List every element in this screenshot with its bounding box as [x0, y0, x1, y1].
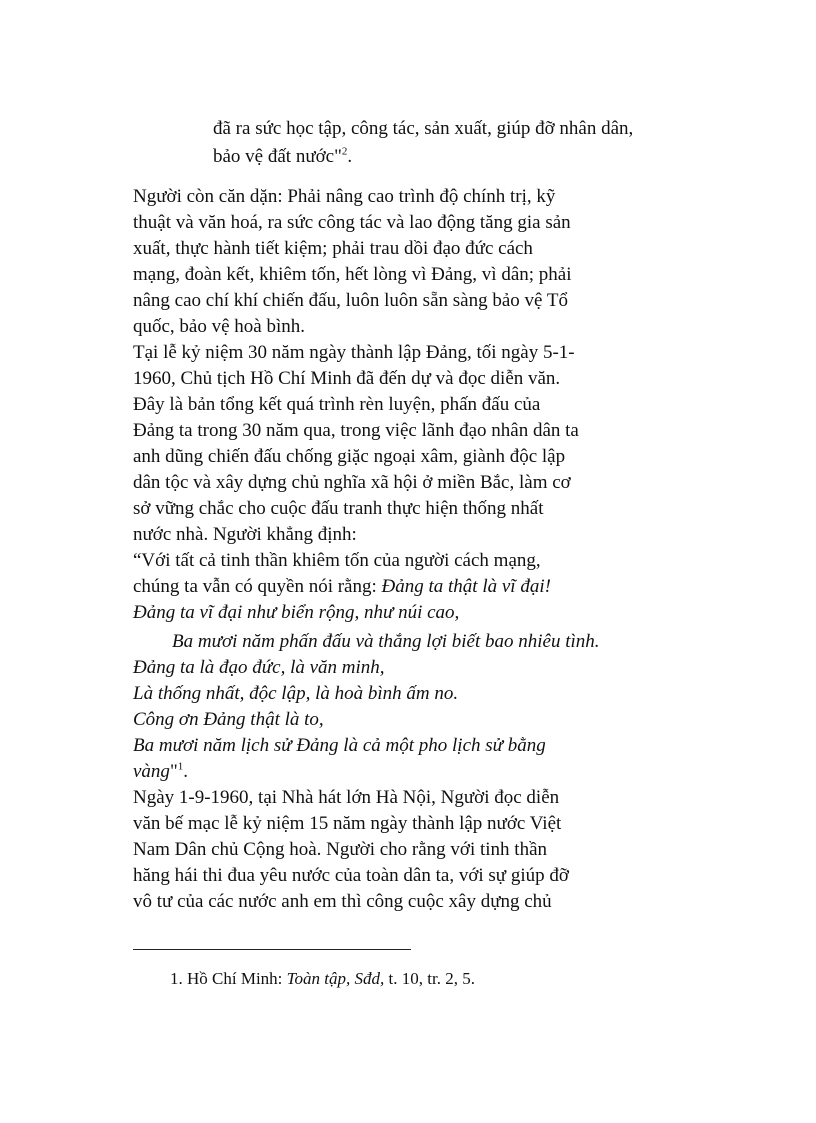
paragraph-line: thuật và văn hoá, ra sức công tác và lao động tăng gia sản	[133, 212, 571, 233]
quote-top-line: đã ra sức học tập, công tác, sản xuất, giúp đỡ nhân dân,	[213, 118, 634, 139]
paragraph-line: Nam Dân chủ Cộng hoà. Người cho rằng với tinh thần	[133, 839, 548, 860]
footnote-suffix: t. 10, tr. 2, 5.	[384, 969, 475, 988]
footnote-divider	[133, 949, 411, 950]
paragraph-line: hăng hái thi đua yêu nước của toàn dân ta, với sự giúp đỡ	[133, 865, 569, 886]
verse-line: Đảng ta vĩ đại như biển rộng, như núi cao,	[133, 602, 460, 623]
quote-line	[133, 575, 551, 599]
verse-text: vàng	[133, 761, 170, 782]
paragraph-line: anh dũng chiến đấu chống giặc ngoại xâm, giành độc lập	[133, 446, 566, 467]
quote-top-line	[213, 145, 352, 169]
paragraph-line: mạng, đoàn kết, khiêm tốn, hết lòng vì Đảng, vì dân; phải	[133, 264, 572, 285]
quote-line: “Với tất cả tinh thần khiêm tốn của người cách mạng,	[133, 550, 541, 571]
footnote	[170, 968, 475, 990]
verse-line: Ba mươi năm lịch sử Đảng là cả một pho lịch sử bằng	[133, 735, 546, 756]
paragraph-line: 1960, Chủ tịch Hồ Chí Minh đã đến dự và đọc diễn văn.	[133, 368, 561, 389]
verse-line: Ba mươi năm phấn đấu và thắng lợi biết bao nhiêu tình.	[172, 631, 600, 652]
quote-close: "	[169, 761, 178, 782]
punctuation: .	[347, 146, 353, 167]
footnote-ref: 2	[341, 145, 348, 158]
verse-line	[133, 760, 188, 784]
footnote-title: Toàn tập, Sđd,	[286, 969, 385, 988]
quote-text: chúng ta vẫn có quyền nói rằng:	[133, 576, 382, 597]
paragraph-line: Người còn căn dặn: Phải nâng cao trình độ chính trị, kỹ	[133, 186, 556, 207]
punctuation: .	[183, 761, 188, 782]
paragraph-line: Tại lễ kỷ niệm 30 năm ngày thành lập Đảng, tối ngày 5-1-	[133, 342, 575, 363]
paragraph-line: Đây là bản tổng kết quá trình rèn luyện, phấn đấu của	[133, 394, 541, 415]
paragraph-line: sở vững chắc cho cuộc đấu tranh thực hiện thống nhất	[133, 498, 544, 519]
paragraph-line: Đảng ta trong 30 năm qua, trong việc lãnh đạo nhân dân ta	[133, 420, 579, 441]
paragraph-line: xuất, thực hành tiết kiệm; phải trau dồi đạo đức cách	[133, 238, 533, 259]
verse-line: Đảng ta là đạo đức, là văn minh,	[133, 657, 385, 678]
verse-line: Là thống nhất, độc lập, là hoà bình ấm no.	[133, 683, 459, 704]
paragraph-line: dân tộc và xây dựng chủ nghĩa xã hội ở miền Bắc, làm cơ	[133, 472, 571, 493]
quote-top-text: bảo vệ đất nước"	[213, 146, 342, 167]
paragraph-line: văn bế mạc lễ kỷ niệm 15 năm ngày thành lập nước Việt	[133, 813, 562, 834]
footnote-ref: 1	[177, 760, 184, 773]
footnote-prefix: 1. Hồ Chí Minh:	[170, 969, 287, 988]
verse-line: Công ơn Đảng thật là to,	[133, 709, 324, 730]
paragraph-line: nước nhà. Người khẳng định:	[133, 524, 357, 545]
paragraph-line: nâng cao chí khí chiến đấu, luôn luôn sẵn sàng bảo vệ Tổ	[133, 290, 568, 311]
paragraph-line: vô tư của các nước anh em thì công cuộc xây dựng chủ	[133, 891, 552, 912]
paragraph-line: Ngày 1-9-1960, tại Nhà hát lớn Hà Nội, Người đọc diễn	[133, 787, 560, 808]
quote-emphasis: Đảng ta thật là vĩ đại!	[381, 576, 551, 597]
paragraph-line: quốc, bảo vệ hoà bình.	[133, 316, 306, 337]
